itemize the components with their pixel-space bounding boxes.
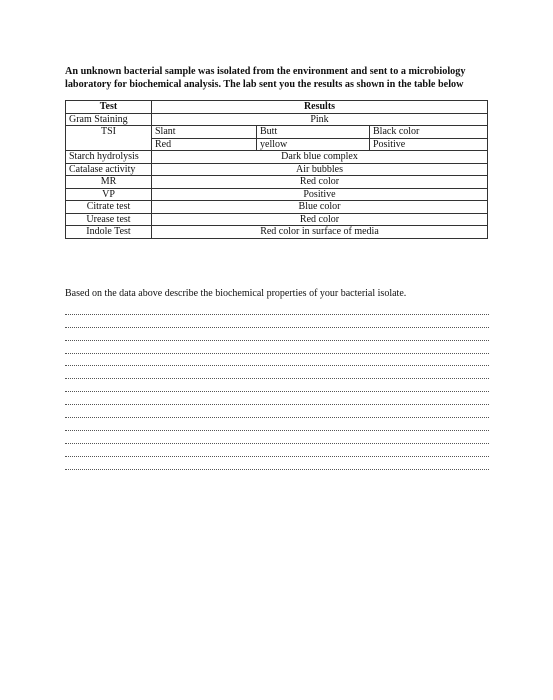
test-name: Catalase activity <box>66 163 152 176</box>
test-name: MR <box>66 176 152 189</box>
answer-line <box>65 328 489 341</box>
intro-paragraph: An unknown bacterial sample was isolated from the environment and sent to a microbiology laboratory for biochemical analysis. The lab sent you the results as shown in the table below <box>65 66 466 91</box>
table-row <box>66 163 488 176</box>
answer-line <box>65 315 489 328</box>
test-name: Starch hydrolysis <box>66 151 152 164</box>
table-row <box>66 113 488 126</box>
tsi-cell: Black color <box>370 126 488 139</box>
tsi-cell: Butt <box>257 126 370 139</box>
table-row <box>66 226 488 239</box>
test-result: Red color <box>152 176 488 189</box>
answer-lines <box>65 302 489 470</box>
tsi-cell: Red <box>152 138 257 151</box>
test-result: Dark blue complex <box>152 151 488 164</box>
table-header-row <box>66 101 488 114</box>
table-row <box>66 176 488 189</box>
answer-line <box>65 444 489 457</box>
answer-line <box>65 392 489 405</box>
test-name: Indole Test <box>66 226 152 239</box>
test-result: Positive <box>152 188 488 201</box>
header-results: Results <box>152 101 488 114</box>
table-row <box>66 151 488 164</box>
table-row <box>66 126 488 139</box>
answer-line <box>65 418 489 431</box>
answer-line <box>65 302 489 315</box>
results-table <box>65 100 488 239</box>
test-name: Gram Staining <box>66 113 152 126</box>
answer-line <box>65 354 489 367</box>
tsi-cell: Positive <box>370 138 488 151</box>
answer-line <box>65 405 489 418</box>
answer-line <box>65 379 489 392</box>
test-name: Citrate test <box>66 201 152 214</box>
test-result: Red color in surface of media <box>152 226 488 239</box>
test-result: Air bubbles <box>152 163 488 176</box>
test-result: Pink <box>152 113 488 126</box>
table-row <box>66 213 488 226</box>
table-row <box>66 201 488 214</box>
test-name: TSI <box>66 126 152 151</box>
test-name: VP <box>66 188 152 201</box>
question-prompt: Based on the data above describe the biochemical properties of your bacterial isolate. <box>65 288 407 299</box>
answer-line <box>65 431 489 444</box>
tsi-cell: Slant <box>152 126 257 139</box>
tsi-cell: yellow <box>257 138 370 151</box>
test-name: Urease test <box>66 213 152 226</box>
test-result: Red color <box>152 213 488 226</box>
table-row <box>66 188 488 201</box>
answer-line <box>65 366 489 379</box>
answer-line <box>65 341 489 354</box>
header-test: Test <box>66 101 152 114</box>
test-result: Blue color <box>152 201 488 214</box>
answer-line <box>65 457 489 470</box>
